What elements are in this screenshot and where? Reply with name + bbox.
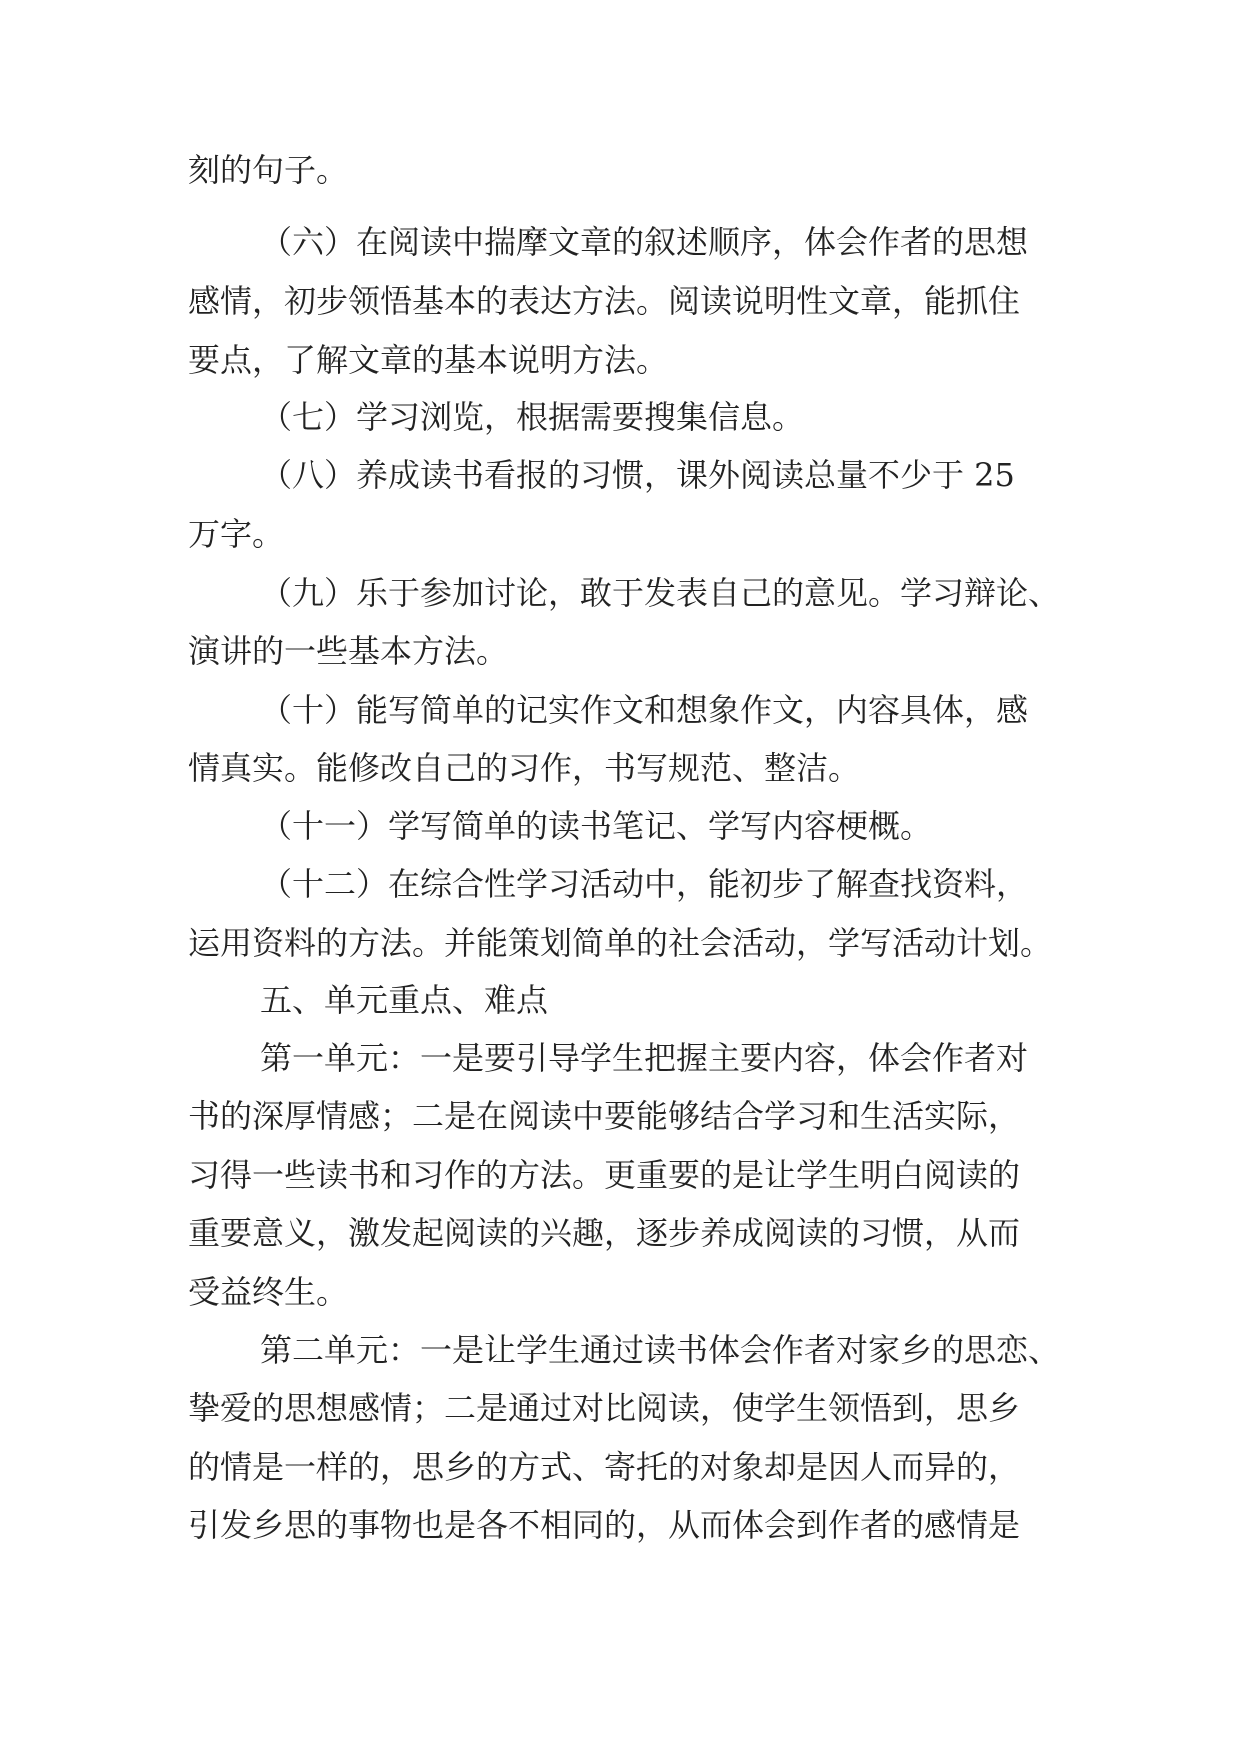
text-line: （十二）在综合性学习活动中，能初步了解查找资料， [260,865,1029,903]
text-line: 万字。 [188,515,285,553]
text-line: 要点，了解文章的基本说明方法。 [188,341,669,379]
text-line: （八）养成读书看报的习惯，课外阅读总量不少于 25 [260,456,1015,494]
text-line: 重要意义，激发起阅读的兴趣，逐步养成阅读的习惯，从而 [188,1214,1021,1252]
text-line: 第二单元：一是让学生通过读书体会作者对家乡的思恋、 [260,1331,1061,1369]
text-line: （九）乐于参加讨论，敢于发表自己的意见。学习辩论、 [260,574,1061,612]
text-line: （七）学习浏览，根据需要搜集信息。 [260,398,805,436]
text-line: 挚爱的思想感情；二是通过对比阅读，使学生领悟到，思乡 [188,1389,1021,1427]
text-line: 感情，初步领悟基本的表达方法。阅读说明性文章，能抓住 [188,282,1021,320]
text-line: 情真实。能修改自己的习作，书写规范、整洁。 [188,749,861,787]
text-line: （六）在阅读中揣摩文章的叙述顺序，体会作者的思想 [260,223,1029,261]
text-line: 习得一些读书和习作的方法。更重要的是让学生明白阅读的 [188,1156,1021,1194]
section-heading: 五、单元重点、难点 [260,981,549,1019]
text-line: 受益终生。 [188,1273,349,1311]
text-line: （十一）学写简单的读书笔记、学写内容梗概。 [260,807,933,845]
text-line: 引发乡思的事物也是各不相同的，从而体会到作者的感情是 [188,1506,1021,1544]
text-line: 演讲的一些基本方法。 [188,632,509,670]
text-line: 刻的句子。 [188,151,349,189]
text-line: 第一单元：一是要引导学生把握主要内容，体会作者对 [260,1039,1029,1077]
text-line: 的情是一样的，思乡的方式、寄托的对象却是因人而异的， [188,1448,1021,1486]
text-line: 运用资料的方法。并能策划简单的社会活动，学写活动计划。 [188,924,1053,962]
text-line: 书的深厚情感；二是在阅读中要能够结合学习和生活实际， [188,1097,1021,1135]
text-line: （十）能写简单的记实作文和想象作文，内容具体，感 [260,691,1029,729]
